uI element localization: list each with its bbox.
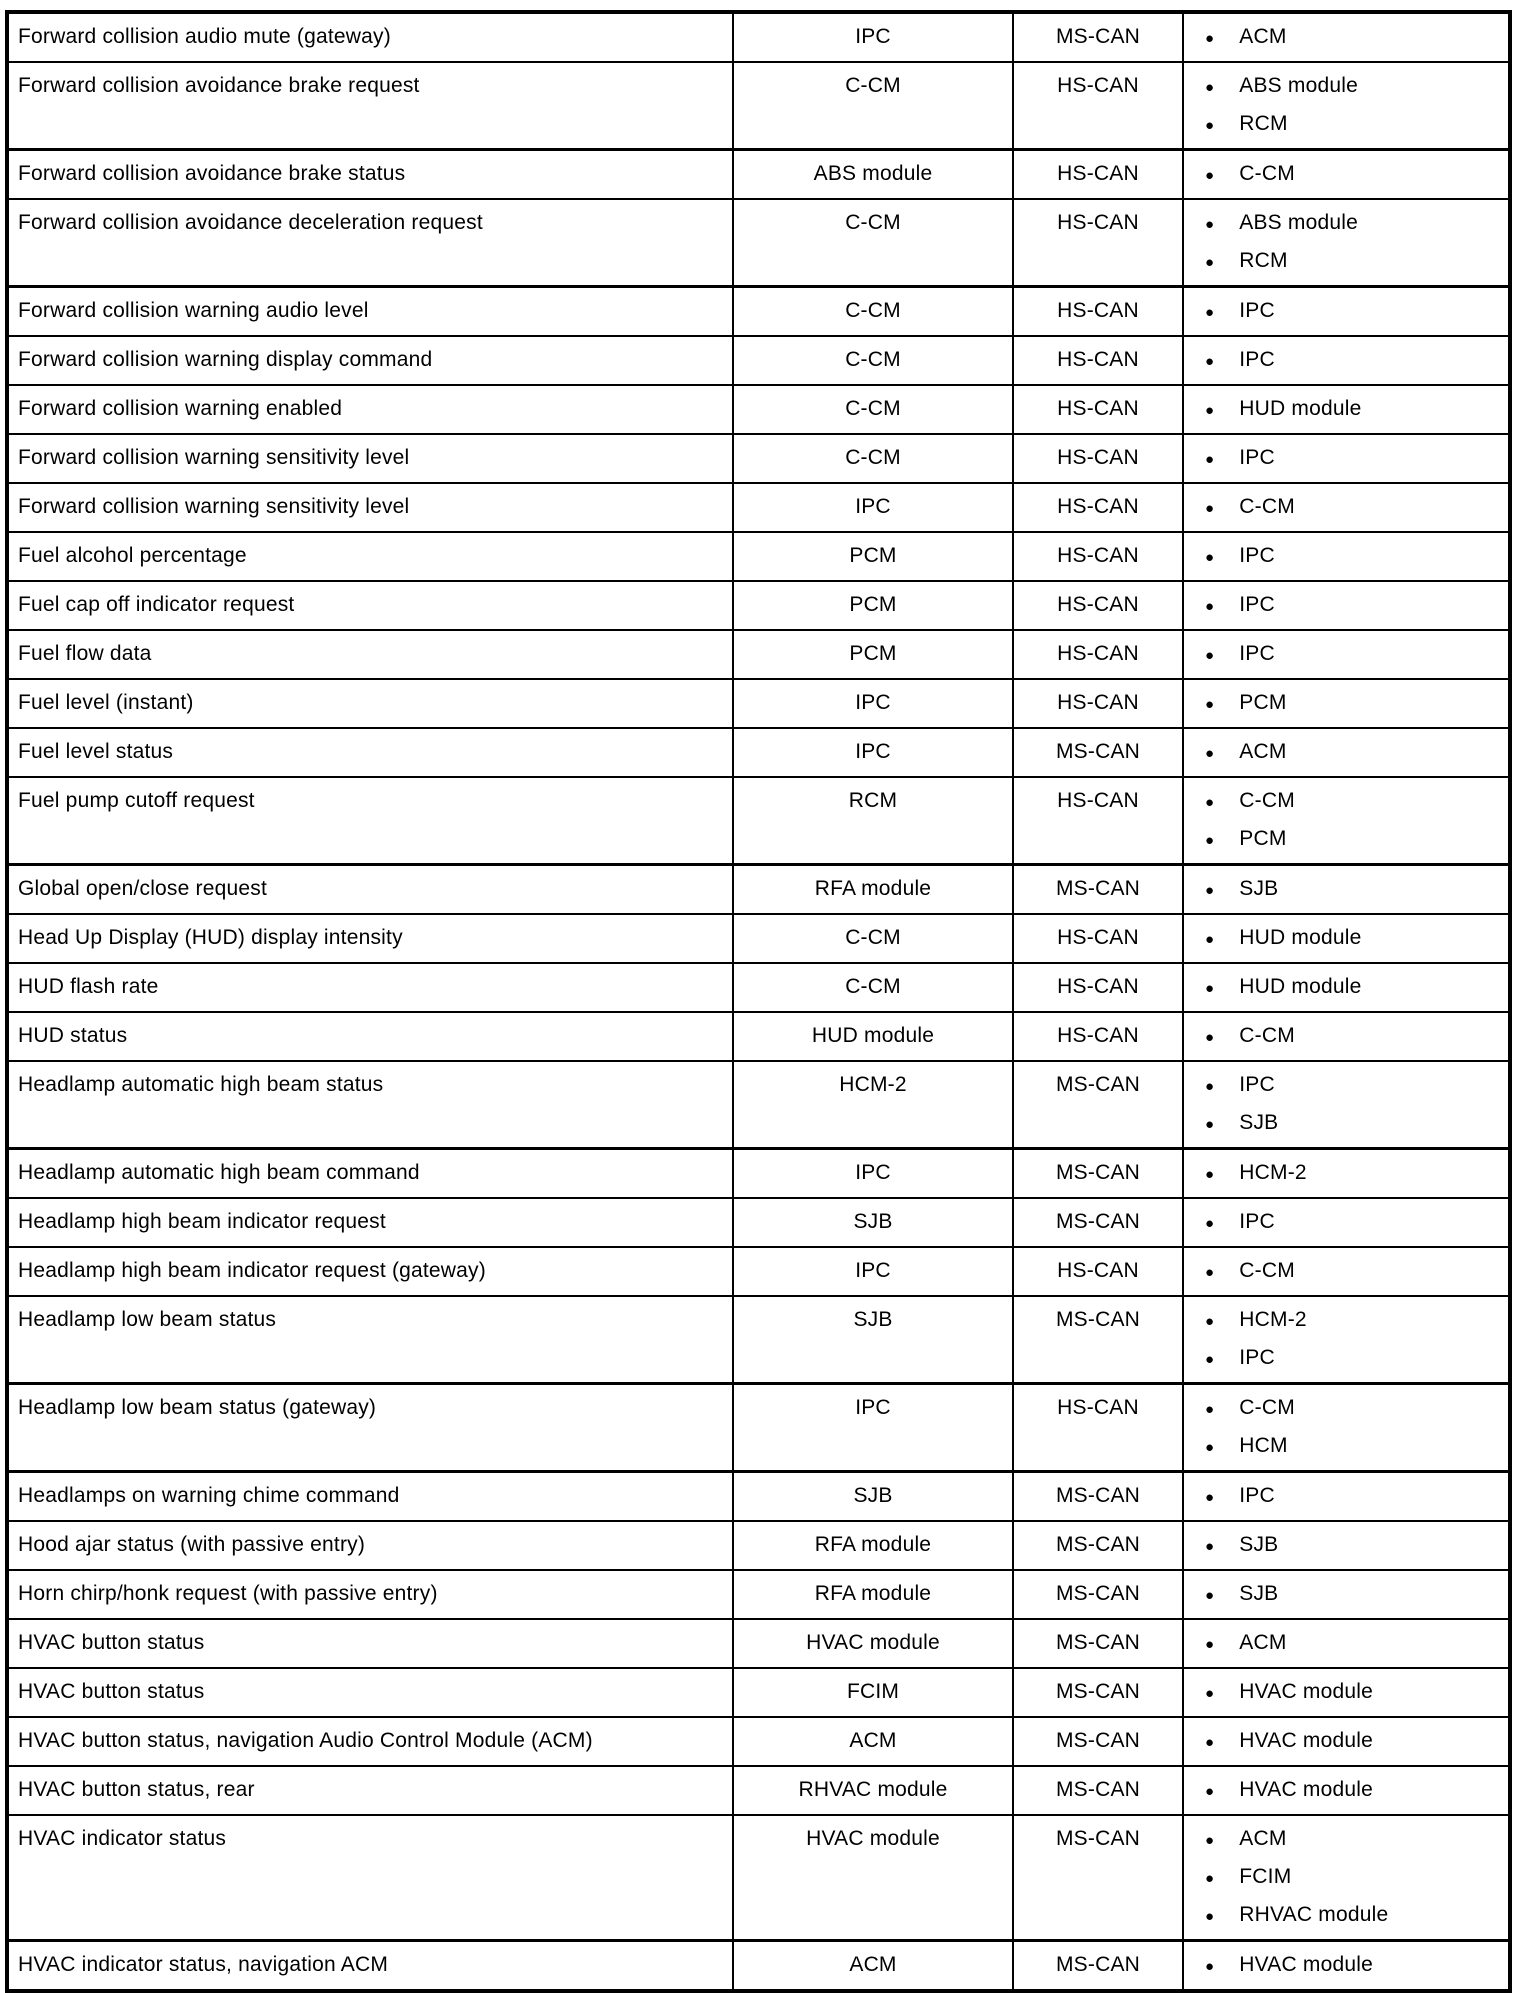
receiver-item: [1184, 538, 1506, 576]
message-cell: Forward collision warning sensitivity level: [7, 483, 733, 532]
receiver-label: SJB: [1239, 1533, 1279, 1556]
message-cell: Fuel flow data: [7, 630, 733, 679]
receiver-item: [1184, 19, 1506, 57]
table-row: [7, 1384, 1510, 1472]
receiver-label: RCM: [1239, 112, 1288, 135]
receiver-label: SJB: [1239, 877, 1279, 900]
receivers-cell: [1183, 1619, 1510, 1668]
originator-cell: C-CM: [733, 287, 1013, 337]
receiver-label: C-CM: [1239, 1259, 1295, 1282]
network-cell: HS-CAN: [1013, 62, 1183, 150]
bullet-icon: ●: [1205, 117, 1215, 134]
table-row: [7, 914, 1510, 963]
message-cell: HVAC button status: [7, 1619, 733, 1668]
network-cell: MS-CAN: [1013, 1619, 1183, 1668]
receiver-item: [1184, 920, 1506, 958]
network-cell: HS-CAN: [1013, 199, 1183, 287]
network-message-table: [5, 10, 1512, 1993]
message-cell: Hood ajar status (with passive entry): [7, 1521, 733, 1570]
table-row: [7, 1521, 1510, 1570]
originator-cell: RFA module: [733, 1521, 1013, 1570]
table-row: [7, 1472, 1510, 1522]
receivers-cell: [1183, 1384, 1510, 1472]
bullet-icon: ●: [1205, 745, 1215, 762]
message-cell: Fuel pump cutoff request: [7, 777, 733, 865]
receiver-label: IPC: [1239, 1073, 1275, 1096]
originator-cell: IPC: [733, 679, 1013, 728]
receivers-cell: [1183, 581, 1510, 630]
receiver-label: IPC: [1239, 1484, 1275, 1507]
receiver-label: C-CM: [1239, 1024, 1295, 1047]
receiver-label: C-CM: [1239, 495, 1295, 518]
message-cell: Forward collision avoidance brake status: [7, 150, 733, 200]
originator-cell: SJB: [733, 1472, 1013, 1522]
network-cell: MS-CAN: [1013, 1717, 1183, 1766]
table-row: [7, 1619, 1510, 1668]
receiver-label: HCM-2: [1239, 1161, 1307, 1184]
network-cell: MS-CAN: [1013, 1061, 1183, 1149]
receivers-cell: [1183, 287, 1510, 337]
receiver-label: IPC: [1239, 544, 1275, 567]
network-cell: HS-CAN: [1013, 532, 1183, 581]
originator-cell: PCM: [733, 630, 1013, 679]
originator-cell: HCM-2: [733, 1061, 1013, 1149]
message-cell: HVAC button status, rear: [7, 1766, 733, 1815]
receivers-cell: [1183, 1247, 1510, 1296]
receiver-label: FCIM: [1239, 1865, 1292, 1888]
receiver-item: [1184, 293, 1506, 331]
receiver-item: [1184, 969, 1506, 1007]
message-cell: HVAC indicator status, navigation ACM: [7, 1941, 733, 1992]
receiver-item: [1184, 1155, 1506, 1193]
receiver-item: [1184, 1018, 1506, 1056]
receiver-label: IPC: [1239, 1210, 1275, 1233]
table-row: [7, 1198, 1510, 1247]
receiver-item: [1184, 1859, 1506, 1897]
receiver-label: C-CM: [1239, 789, 1295, 812]
receivers-cell: [1183, 1815, 1510, 1941]
network-cell: HS-CAN: [1013, 679, 1183, 728]
receivers-cell: [1183, 1717, 1510, 1766]
receivers-cell: [1183, 914, 1510, 963]
originator-cell: IPC: [733, 1384, 1013, 1472]
receivers-cell: [1183, 630, 1510, 679]
receiver-label: HVAC module: [1239, 1729, 1373, 1752]
receiver-item: [1184, 1390, 1506, 1428]
table-row: [7, 630, 1510, 679]
bullet-icon: ●: [1205, 832, 1215, 849]
bullet-icon: ●: [1205, 1958, 1215, 1975]
network-cell: MS-CAN: [1013, 1198, 1183, 1247]
receivers-cell: [1183, 385, 1510, 434]
message-cell: Forward collision avoidance deceleration request: [7, 199, 733, 287]
receivers-cell: [1183, 199, 1510, 287]
receiver-item: [1184, 391, 1506, 429]
bullet-icon: ●: [1205, 647, 1215, 664]
table-row: [7, 1061, 1510, 1149]
originator-cell: C-CM: [733, 963, 1013, 1012]
originator-cell: ACM: [733, 1941, 1013, 1992]
originator-cell: RFA module: [733, 1570, 1013, 1619]
table-row: [7, 1012, 1510, 1061]
table-row: [7, 1815, 1510, 1941]
bullet-icon: ●: [1205, 304, 1215, 321]
message-cell: Forward collision warning sensitivity level: [7, 434, 733, 483]
message-cell: Forward collision warning display command: [7, 336, 733, 385]
originator-cell: C-CM: [733, 62, 1013, 150]
table-row: [7, 532, 1510, 581]
receivers-cell: [1183, 62, 1510, 150]
receiver-label: HUD module: [1239, 975, 1362, 998]
receiver-item: [1184, 489, 1506, 527]
bullet-icon: ●: [1205, 79, 1215, 96]
bullet-icon: ●: [1205, 1439, 1215, 1456]
message-cell: Headlamp automatic high beam status: [7, 1061, 733, 1149]
receiver-item: [1184, 1576, 1506, 1614]
receiver-item: [1184, 243, 1506, 281]
receivers-cell: [1183, 483, 1510, 532]
message-cell: Headlamp high beam indicator request (gateway): [7, 1247, 733, 1296]
receivers-cell: [1183, 1766, 1510, 1815]
receiver-item: [1184, 1067, 1506, 1105]
receivers-cell: [1183, 1296, 1510, 1384]
receiver-label: ACM: [1239, 740, 1287, 763]
receiver-label: ABS module: [1239, 211, 1358, 234]
table-row: [7, 62, 1510, 150]
receiver-label: RHVAC module: [1239, 1903, 1389, 1926]
receiver-label: SJB: [1239, 1582, 1279, 1605]
originator-cell: C-CM: [733, 336, 1013, 385]
network-cell: MS-CAN: [1013, 1149, 1183, 1199]
receiver-label: HVAC module: [1239, 1680, 1373, 1703]
receivers-cell: [1183, 679, 1510, 728]
receiver-label: ABS module: [1239, 74, 1358, 97]
receivers-cell: [1183, 1521, 1510, 1570]
receiver-item: [1184, 1428, 1506, 1466]
network-cell: MS-CAN: [1013, 1521, 1183, 1570]
receiver-item: [1184, 783, 1506, 821]
bullet-icon: ●: [1205, 598, 1215, 615]
table-row: [7, 199, 1510, 287]
message-cell: Headlamp automatic high beam command: [7, 1149, 733, 1199]
table-row: [7, 963, 1510, 1012]
originator-cell: HVAC module: [733, 1815, 1013, 1941]
bullet-icon: ●: [1205, 1685, 1215, 1702]
originator-cell: C-CM: [733, 434, 1013, 483]
message-cell: Headlamp high beam indicator request: [7, 1198, 733, 1247]
table-row: [7, 777, 1510, 865]
receiver-label: HVAC module: [1239, 1953, 1373, 1976]
message-cell: Fuel level status: [7, 728, 733, 777]
receiver-item: [1184, 1674, 1506, 1712]
receiver-label: HVAC module: [1239, 1778, 1373, 1801]
message-cell: Headlamps on warning chime command: [7, 1472, 733, 1522]
network-cell: HS-CAN: [1013, 150, 1183, 200]
originator-cell: SJB: [733, 1296, 1013, 1384]
receiver-item: [1184, 821, 1506, 859]
receiver-item: [1184, 156, 1506, 194]
receiver-label: HUD module: [1239, 397, 1362, 420]
receiver-item: [1184, 1947, 1506, 1985]
receiver-item: [1184, 1340, 1506, 1378]
receivers-cell: [1183, 1012, 1510, 1061]
bullet-icon: ●: [1205, 1538, 1215, 1555]
table-body: [7, 12, 1510, 1991]
receiver-label: IPC: [1239, 446, 1275, 469]
receivers-cell: [1183, 12, 1510, 62]
receivers-cell: [1183, 1061, 1510, 1149]
receiver-label: ACM: [1239, 1827, 1287, 1850]
network-cell: HS-CAN: [1013, 1012, 1183, 1061]
table-row: [7, 1668, 1510, 1717]
message-cell: HVAC indicator status: [7, 1815, 733, 1941]
message-cell: Global open/close request: [7, 865, 733, 915]
receivers-cell: [1183, 434, 1510, 483]
network-cell: HS-CAN: [1013, 1384, 1183, 1472]
message-cell: Headlamp low beam status (gateway): [7, 1384, 733, 1472]
originator-cell: PCM: [733, 532, 1013, 581]
bullet-icon: ●: [1205, 402, 1215, 419]
bullet-icon: ●: [1205, 1215, 1215, 1232]
receivers-cell: [1183, 336, 1510, 385]
receiver-label: C-CM: [1239, 1396, 1295, 1419]
receivers-cell: [1183, 777, 1510, 865]
originator-cell: IPC: [733, 1149, 1013, 1199]
bullet-icon: ●: [1205, 794, 1215, 811]
originator-cell: C-CM: [733, 914, 1013, 963]
bullet-icon: ●: [1205, 931, 1215, 948]
network-cell: HS-CAN: [1013, 914, 1183, 963]
network-cell: HS-CAN: [1013, 287, 1183, 337]
network-cell: MS-CAN: [1013, 1296, 1183, 1384]
originator-cell: PCM: [733, 581, 1013, 630]
network-cell: MS-CAN: [1013, 728, 1183, 777]
bullet-icon: ●: [1205, 1166, 1215, 1183]
receiver-item: [1184, 205, 1506, 243]
receiver-item: [1184, 1772, 1506, 1810]
originator-cell: SJB: [733, 1198, 1013, 1247]
bullet-icon: ●: [1205, 1029, 1215, 1046]
receiver-item: [1184, 636, 1506, 674]
table-row: [7, 1766, 1510, 1815]
receiver-item: [1184, 342, 1506, 380]
table-row: [7, 12, 1510, 62]
receiver-item: [1184, 1204, 1506, 1242]
network-cell: MS-CAN: [1013, 865, 1183, 915]
receiver-label: HUD module: [1239, 926, 1362, 949]
table-row: [7, 865, 1510, 915]
message-cell: Fuel cap off indicator request: [7, 581, 733, 630]
bullet-icon: ●: [1205, 1401, 1215, 1418]
table-row: [7, 1570, 1510, 1619]
bullet-icon: ●: [1205, 1313, 1215, 1330]
message-cell: Forward collision warning enabled: [7, 385, 733, 434]
receiver-item: [1184, 1897, 1506, 1935]
receiver-label: IPC: [1239, 642, 1275, 665]
table-row: [7, 581, 1510, 630]
receivers-cell: [1183, 963, 1510, 1012]
receivers-cell: [1183, 532, 1510, 581]
receivers-cell: [1183, 1198, 1510, 1247]
network-cell: HS-CAN: [1013, 581, 1183, 630]
network-cell: HS-CAN: [1013, 483, 1183, 532]
network-cell: HS-CAN: [1013, 1247, 1183, 1296]
receiver-label: HCM: [1239, 1434, 1288, 1457]
message-cell: Headlamp low beam status: [7, 1296, 733, 1384]
originator-cell: IPC: [733, 728, 1013, 777]
originator-cell: IPC: [733, 483, 1013, 532]
receiver-label: IPC: [1239, 1346, 1275, 1369]
receiver-label: ACM: [1239, 25, 1287, 48]
receiver-item: [1184, 734, 1506, 772]
message-cell: HVAC button status: [7, 1668, 733, 1717]
network-cell: HS-CAN: [1013, 385, 1183, 434]
originator-cell: IPC: [733, 12, 1013, 62]
bullet-icon: ●: [1205, 882, 1215, 899]
receivers-cell: [1183, 865, 1510, 915]
originator-cell: HVAC module: [733, 1619, 1013, 1668]
table-row: [7, 385, 1510, 434]
table-row: [7, 1247, 1510, 1296]
bullet-icon: ●: [1205, 451, 1215, 468]
table-row: [7, 1717, 1510, 1766]
bullet-icon: ●: [1205, 30, 1215, 47]
receivers-cell: [1183, 1149, 1510, 1199]
table-row: [7, 434, 1510, 483]
receivers-cell: [1183, 1570, 1510, 1619]
network-cell: HS-CAN: [1013, 630, 1183, 679]
bullet-icon: ●: [1205, 1587, 1215, 1604]
table-row: [7, 1941, 1510, 1992]
receiver-label: PCM: [1239, 827, 1287, 850]
network-cell: MS-CAN: [1013, 12, 1183, 62]
receiver-label: IPC: [1239, 593, 1275, 616]
bullet-icon: ●: [1205, 1908, 1215, 1925]
receiver-label: SJB: [1239, 1111, 1279, 1134]
receiver-item: [1184, 587, 1506, 625]
bullet-icon: ●: [1205, 549, 1215, 566]
receiver-item: [1184, 68, 1506, 106]
bullet-icon: ●: [1205, 1489, 1215, 1506]
table-row: [7, 336, 1510, 385]
message-cell: Fuel alcohol percentage: [7, 532, 733, 581]
network-cell: MS-CAN: [1013, 1815, 1183, 1941]
network-cell: MS-CAN: [1013, 1570, 1183, 1619]
receiver-item: [1184, 440, 1506, 478]
originator-cell: RFA module: [733, 865, 1013, 915]
message-cell: Forward collision warning audio level: [7, 287, 733, 337]
table-row: [7, 1149, 1510, 1199]
network-cell: HS-CAN: [1013, 777, 1183, 865]
network-cell: MS-CAN: [1013, 1766, 1183, 1815]
table-row: [7, 483, 1510, 532]
receiver-item: [1184, 1105, 1506, 1143]
bullet-icon: ●: [1205, 980, 1215, 997]
originator-cell: ACM: [733, 1717, 1013, 1766]
receiver-item: [1184, 1723, 1506, 1761]
bullet-icon: ●: [1205, 353, 1215, 370]
receiver-label: IPC: [1239, 348, 1275, 371]
receivers-cell: [1183, 1472, 1510, 1522]
message-cell: HUD flash rate: [7, 963, 733, 1012]
receiver-label: IPC: [1239, 299, 1275, 322]
table-row: [7, 679, 1510, 728]
receiver-item: [1184, 871, 1506, 909]
bullet-icon: ●: [1205, 1264, 1215, 1281]
receiver-item: [1184, 106, 1506, 144]
receiver-label: C-CM: [1239, 162, 1295, 185]
originator-cell: ABS module: [733, 150, 1013, 200]
network-cell: HS-CAN: [1013, 336, 1183, 385]
receiver-item: [1184, 1253, 1506, 1291]
network-cell: MS-CAN: [1013, 1941, 1183, 1992]
receiver-label: RCM: [1239, 249, 1288, 272]
originator-cell: IPC: [733, 1247, 1013, 1296]
bullet-icon: ●: [1205, 1783, 1215, 1800]
originator-cell: RHVAC module: [733, 1766, 1013, 1815]
bullet-icon: ●: [1205, 1078, 1215, 1095]
originator-cell: RCM: [733, 777, 1013, 865]
receiver-item: [1184, 1527, 1506, 1565]
receiver-item: [1184, 1625, 1506, 1663]
receivers-cell: [1183, 1941, 1510, 1992]
receiver-label: HCM-2: [1239, 1308, 1307, 1331]
receiver-label: PCM: [1239, 691, 1287, 714]
bullet-icon: ●: [1205, 1734, 1215, 1751]
table-row: [7, 728, 1510, 777]
bullet-icon: ●: [1205, 216, 1215, 233]
receivers-cell: [1183, 1668, 1510, 1717]
message-cell: HVAC button status, navigation Audio Control Module (ACM): [7, 1717, 733, 1766]
originator-cell: C-CM: [733, 199, 1013, 287]
receiver-item: [1184, 1302, 1506, 1340]
message-cell: Horn chirp/honk request (with passive entry): [7, 1570, 733, 1619]
originator-cell: C-CM: [733, 385, 1013, 434]
bullet-icon: ●: [1205, 696, 1215, 713]
receiver-item: [1184, 1478, 1506, 1516]
bullet-icon: ●: [1205, 1351, 1215, 1368]
bullet-icon: ●: [1205, 1636, 1215, 1653]
network-cell: HS-CAN: [1013, 434, 1183, 483]
bullet-icon: ●: [1205, 1832, 1215, 1849]
network-cell: MS-CAN: [1013, 1472, 1183, 1522]
message-cell: HUD status: [7, 1012, 733, 1061]
network-cell: MS-CAN: [1013, 1668, 1183, 1717]
bullet-icon: ●: [1205, 500, 1215, 517]
bullet-icon: ●: [1205, 1870, 1215, 1887]
table-row: [7, 1296, 1510, 1384]
table-row: [7, 150, 1510, 200]
bullet-icon: ●: [1205, 167, 1215, 184]
message-cell: Forward collision audio mute (gateway): [7, 12, 733, 62]
message-cell: Forward collision avoidance brake request: [7, 62, 733, 150]
receivers-cell: [1183, 150, 1510, 200]
originator-cell: FCIM: [733, 1668, 1013, 1717]
message-cell: Fuel level (instant): [7, 679, 733, 728]
network-cell: HS-CAN: [1013, 963, 1183, 1012]
receiver-label: ACM: [1239, 1631, 1287, 1654]
receivers-cell: [1183, 728, 1510, 777]
message-cell: Head Up Display (HUD) display intensity: [7, 914, 733, 963]
table-row: [7, 287, 1510, 337]
bullet-icon: ●: [1205, 254, 1215, 271]
receiver-item: [1184, 685, 1506, 723]
receiver-item: [1184, 1821, 1506, 1859]
originator-cell: HUD module: [733, 1012, 1013, 1061]
bullet-icon: ●: [1205, 1116, 1215, 1133]
